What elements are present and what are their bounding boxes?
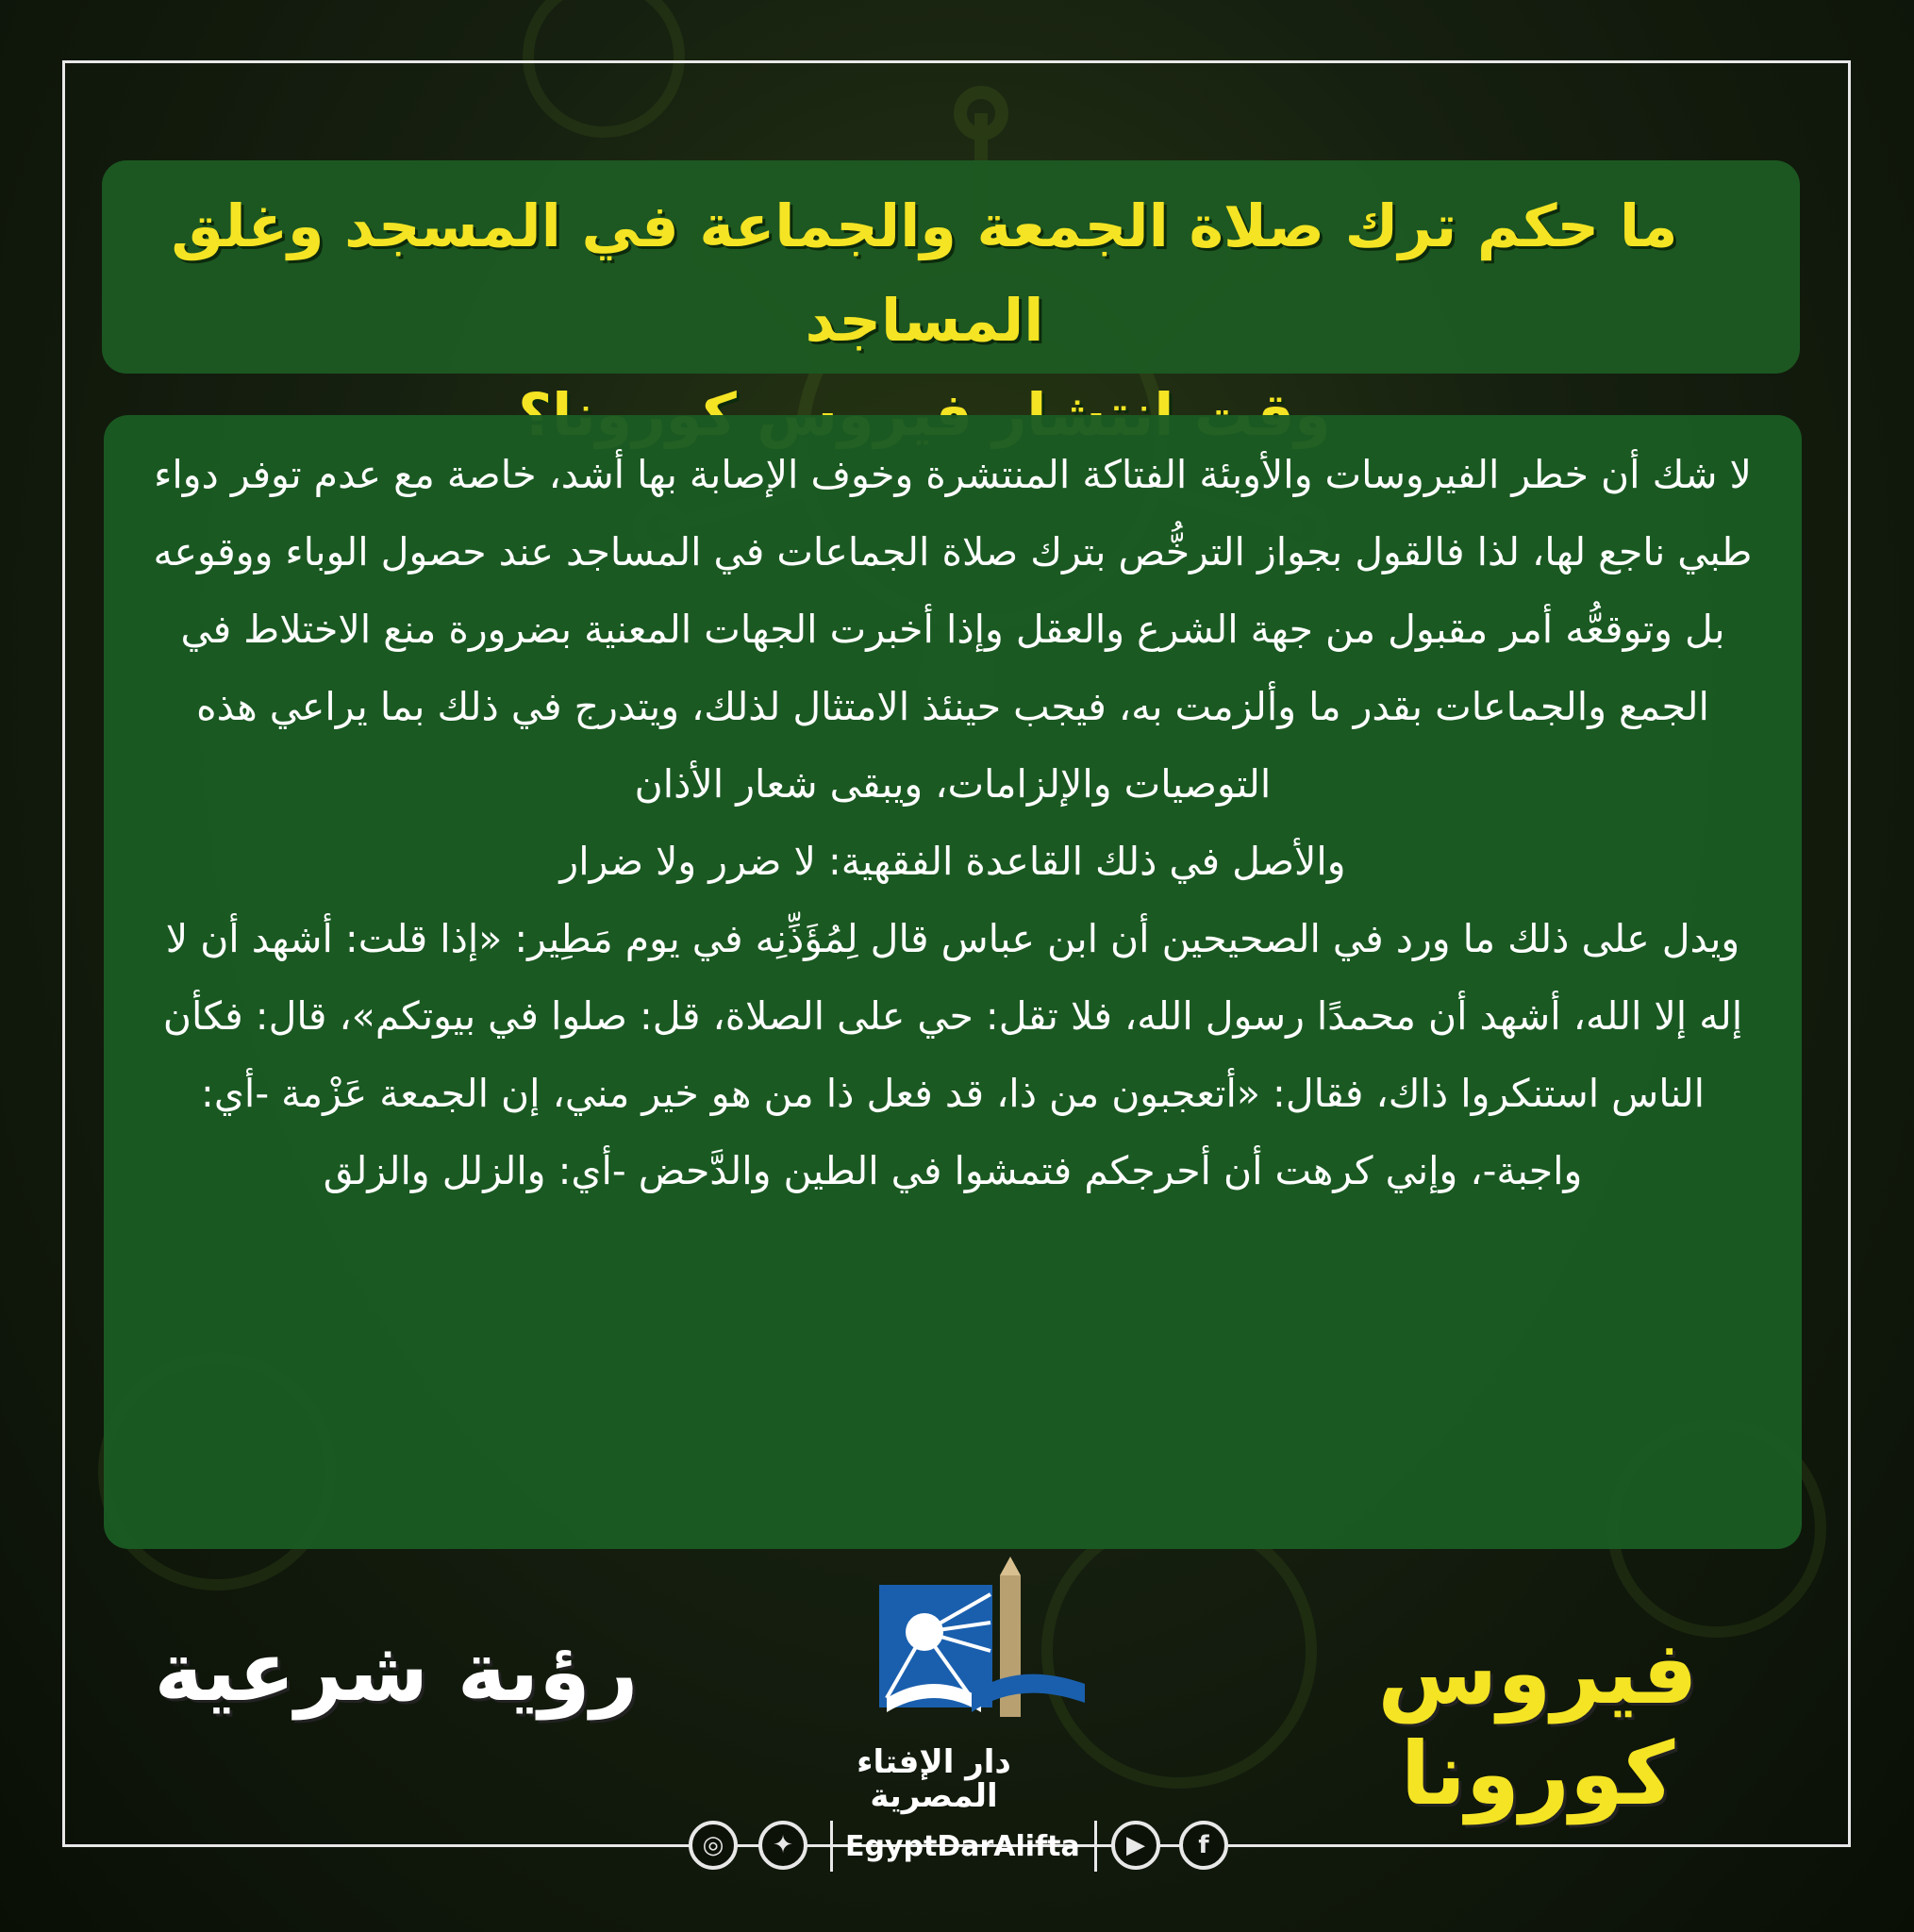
footer-rule-right xyxy=(1236,1844,1851,1847)
footer-right-label: فيروس كورونا xyxy=(1377,1623,1698,1824)
footer-rule-left xyxy=(62,1844,685,1847)
instagram-icon[interactable]: ◎ xyxy=(689,1821,738,1870)
footer-left-label: رؤية شرعية xyxy=(154,1623,639,1720)
paragraph-2: والأصل في ذلك القاعدة الفقهية: لا ضرر ولا ضرار xyxy=(559,839,1346,884)
logo-caption: دار الإفتاء المصرية xyxy=(857,1743,1011,1815)
social-handle[interactable]: EgyptDarAlifta xyxy=(845,1830,1080,1863)
facebook-icon[interactable]: f xyxy=(1179,1821,1228,1870)
paragraph-1: لا شك أن خطر الفيروسات والأوبئة الفتاكة المنتشرة وخوف الإصابة بها أشد، خاصة مع عدم توفر دواء طبي ناجع لها، لذا فالقول بجواز الترخُّص بترك صلاة الجماعات في المساجد عند حصول الوباء ووقوعه بل وتوقعُّه أمر مقبول من جهة الشرع والعقل وإذا أخبرت الجهات المعنية بضرورة منع الاختلاط في الجمع والجماعات بقدر ما وألزمت به، فيجب حينئذ الامتثال لذلك، ويتدرج في ذلك بما يراعي هذه التوصيات والإلزامات، ويبقى شعار الأذان xyxy=(153,452,1753,807)
youtube-icon[interactable]: ▶ xyxy=(1111,1821,1160,1870)
twitter-icon[interactable]: ✦ xyxy=(758,1821,807,1870)
paragraph-3: ويدل على ذلك ما ورد في الصحيحين أن ابن عباس قال لِمُؤَذِّنِه في يوم مَطِير: «إذا قلت: أشهد أن لا إله إلا الله، أشهد أن محمدًا رسول الله، فلا تقل: حي على الصلاة، قل: صلوا في بيوتكم»، قال: فكأن الناس استنكروا ذاك، فقال: «أتعجبون من ذا، قد فعل ذا من هو خير مني، إن الجمعة عَزْمة -أي: واجبة-، وإني كرهت أن أحرجكم فتمشوا في الطين والدَّحض -أي: والزلل والزلق xyxy=(162,916,1743,1193)
title-line-1: ما حكم ترك صلاة الجمعة والجماعة في المسجد وغلق المساجد xyxy=(171,192,1678,355)
separator xyxy=(1094,1821,1097,1872)
social-bar xyxy=(679,1813,1245,1879)
body-text xyxy=(141,436,1764,1209)
separator xyxy=(830,1821,833,1872)
